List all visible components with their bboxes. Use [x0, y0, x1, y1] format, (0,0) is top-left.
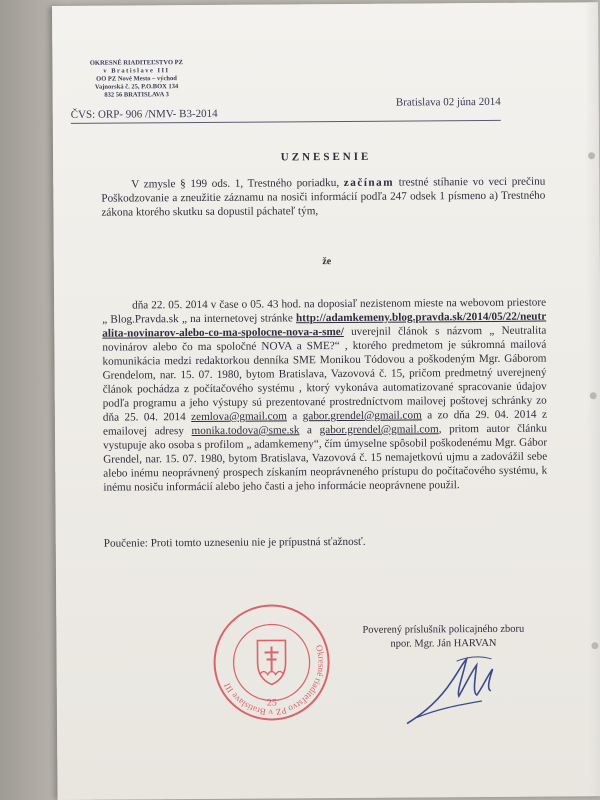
facts-text: a — [292, 410, 298, 423]
punch-hole — [591, 642, 598, 649]
official-stamp — [211, 602, 332, 723]
signature-block — [338, 623, 548, 652]
signatory-name: npor. Mgr. Ján HARVAN — [390, 637, 497, 650]
intro-text: trestné stíhanie vo veci prečinu Poškodzovanie a zneužitie záznamu na nosiči informácií podľa 247 odsek 1 písmeno a) Trestného zákona ktorého skutku sa dopustil páchateľ tým, — [101, 175, 546, 219]
case-reference: ČVS: ORP- 906 /NMV- B3-2014 — [70, 107, 218, 121]
document-title: UZNESENIE — [280, 150, 372, 164]
intro-keyword: začínam — [343, 176, 395, 189]
facts-text: , pritom autor článku vystupuje ako osoba s profilom „ adamkemeny“, čím úmyselne spôsobil poškodenému Mgr. Gábor Grendel, nar. 15. 07. 1980, bytom Bratislava, Vazovová č. 15 nemajetkovú ujmu a zadovážil sebe alebo inému neoprávnený prospech získaním neoprávneného prístupu do počítačového systému, k inému nosiču informácií alebo jeho časti a jeho informácie neoprávnene použil. — [103, 422, 548, 494]
document-page — [52, 2, 600, 800]
email-link[interactable]: monika.todova@sme.sk — [191, 424, 300, 438]
stamp-number: 25 — [266, 697, 277, 709]
facts-text: uverejnil článok s názvom „ Neutralita novinárov alebo čo ma spoločné NOVA a SME?“ , ktorého predmetom je súkromná mailová komunikácia medzi redaktorkou denníka SME Monikou Tódovou a poškodeným Mgr. Gáborom Grendelom, nar. 15. 07. 1980, bytom Bratislava, Vazovová č. 15, pričom predmetný uverejnený článok pochádza z počítačového systému , ktorý vykonáva automatizované spracovanie údajov podľa programu a jeho výstupy sú prezentované prostredníctvom mailovej poštovej schránky zo dňa 25. 04. 2014 — [102, 324, 547, 424]
conjunction-ze: že — [322, 256, 332, 268]
letterhead-line: OKRESNÉ RIADITEĽSTVO PZ — [89, 59, 183, 67]
paragraph-facts — [102, 296, 547, 495]
email-link[interactable]: gabor.grendel@gmail.com — [319, 423, 439, 437]
article-link[interactable]: http://adamkemeny.blog.pravda.sk/2014/05/22/neutralita-novinarov-alebo-co-ma-spolocne-nova-a-sme/ — [102, 310, 547, 340]
letterhead-line: v Bratislave III — [103, 67, 170, 75]
signatory-role: Poverený príslušník policajného zboru — [362, 623, 525, 636]
facts-text: a — [306, 424, 313, 437]
intro-text: V zmysle § 199 ods. 1, Trestného poriadku, — [131, 177, 340, 191]
paragraph-intro — [101, 175, 545, 220]
instruction-notice: Poučenie: Proti tomto uzneseniu nie je prípustná sťažnosť. — [103, 535, 366, 550]
letterhead-line: 832 56 BRATISLAVA 3 — [104, 91, 169, 99]
letterhead-line: Vajnorská č. 25, P.O.BOX 134 — [94, 83, 179, 91]
stamp-ring-text: Okresné riaditeľstvo PZ v Bratislave III — [221, 643, 327, 718]
punch-hole — [590, 392, 597, 399]
email-link[interactable]: zemlova@gmail.com — [191, 410, 287, 424]
letterhead-line: OO PZ Nové Mesto – východ — [96, 75, 177, 83]
facts-text: a zo dňa 29. 04. 2014 z emailovej adresy — [102, 408, 547, 438]
letterhead — [76, 59, 196, 100]
place-date: Bratislava 02 júna 2014 — [395, 95, 501, 109]
facts-text: dňa 22. 05. 2014 v čase o 05. 43 hod. na doposiaľ nezistenom mieste na webovom priestore „ Blog.Pravda.sk „ na internetovej stránke — [102, 296, 547, 326]
handwritten-signature — [397, 651, 518, 732]
email-link[interactable]: gabor.grendel@gmail.com — [302, 409, 422, 423]
